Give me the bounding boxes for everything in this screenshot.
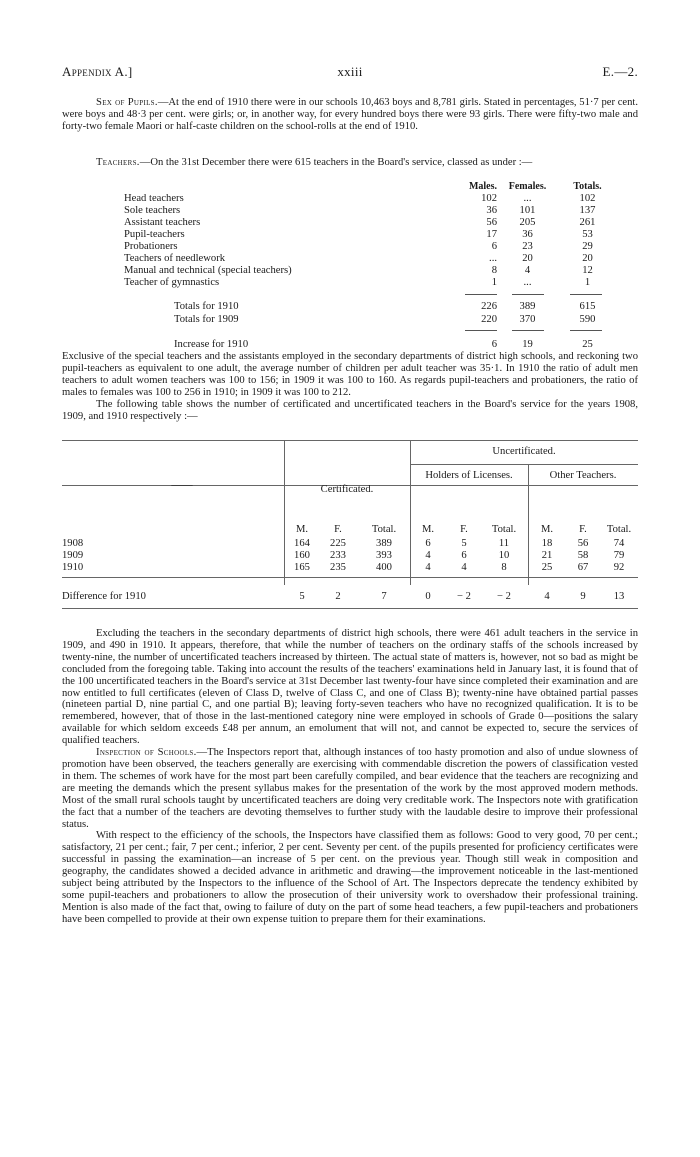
cell-females: 4 [524,265,531,276]
table-cell: 6 [461,550,467,561]
cell-females: 36 [522,229,533,240]
table-cell: 7 [381,591,387,602]
cell-totals: 53 [582,229,593,240]
sex-of-pupils-heading: Sex of Pupils. [96,97,158,108]
cell-males: 1 [491,277,497,288]
cell-totals: 20 [582,253,593,264]
certificated-heading: Certificated. [320,484,374,495]
stub-dash: —— [171,480,193,491]
col-head: F. [460,524,468,535]
table-cell: − 2 [457,591,471,602]
row-label: Pupil-teachers [124,229,185,240]
table-cell: 0 [425,591,431,602]
cell-males: 220 [481,314,497,325]
table-cell: 79 [613,550,625,561]
col-head: M. [295,524,309,535]
table-cell: − 2 [497,591,511,602]
table-row [62,538,638,550]
inspection-heading: Inspection of Schools. [96,747,197,759]
col-head: F. [334,524,342,535]
cell-males: ... [489,253,497,264]
holders-heading: Holders of Licenses. [425,470,513,481]
cell-males: 36 [486,205,497,216]
cell-males: 17 [486,229,497,240]
row-label: Totals for 1910 [174,301,239,312]
table-row [62,550,638,562]
efficiency-paragraph: With respect to the efficiency of the schools, the Inspectors have classified them as follows: Good to very good, 70 per cent.; satisfactory, 21 per cent.; fair, 7 per cent.; inferior, 2 per cent. Seventy per cent. of the pupils presented for proficiency certificates were successful in passing the examination—an increase of 5 per cent. on the previous year. Though still weak in composition and geography, the candidates showed a decided advance in arithmetic and drawing—the improvement noticeable in the last-mentioned subject being attributed by the Inspectors to the influence of the School of Art. The Inspectors deprecate the tendency exhibited by some pupil-teachers and probationers to allow the prosecution of their university work to overshadow their professional training. Mention is also made of the fact that, owing to failure of duty on the part of some head teachers, a few pupil-teachers and probationers have been compelled to provide at their own expense tuition to prepare them for their examinations. [62,830,638,925]
table-cell: 233 [330,550,346,561]
table-cell: 400 [376,562,392,573]
table-cell: 165 [294,562,310,573]
table-cell: 393 [376,550,392,561]
cell-totals: 137 [579,205,596,216]
col-head: F. [579,524,587,535]
uncert-rule [410,464,638,465]
table-top-rule [62,440,638,441]
col-head: Total. [371,524,397,535]
table-cell: 160 [294,550,310,561]
cell-females: 205 [519,217,536,228]
cell-totals: 590 [579,314,596,325]
table-cell: 56 [577,538,589,549]
table-row [62,205,638,217]
table-cell: 235 [330,562,346,573]
table-cell: 4 [544,591,550,602]
row-label: Teachers of needlework [124,253,226,264]
row-label: Assistant teachers [124,217,201,228]
table-cell: 13 [613,591,625,602]
cell-females: 23 [522,241,533,252]
cell-totals: 12 [582,265,593,276]
inspection-text: —The Inspectors report that, although instances of too hasty promotion and also of undue slowness of promotion have been observed, the teachers generally are exercising with commendable discretion the powers of classification vested in them. The schemes of work have for the most part been carefully compiled, and bear evidence that the teachers are recognizing and are meeting the demands which the present syllabus makes for the presentation of the work by the most approved modern methods. Most of the small rural schools taught by uncertificated teachers are doing very creditable work. The Inspectors note with gratification the fact that a number of the teachers are devoting themselves to further study with the laudable desire to improve their professional status. [62,747,638,830]
cell-females: 370 [519,314,536,325]
col-head: M. [540,524,554,535]
table-cell: 10 [498,550,510,561]
row-label: Manual and technical (special teachers) [124,265,292,276]
table-row [62,229,638,241]
sum-rule [512,330,544,331]
excluding-paragraph: Excluding the teachers in the secondary departments of district high schools, there were 461 adult teachers in the service in 1909, and 490 in 1910. It appears, therefore, that while the number of teachers on the ordinary staffs of the schools increased by twenty-nine, the number of uncertificated teachers increased by thirteen. The actual state of matters is, however, not so bad as might be concluded from the foregoing table. Taking into account the results of the teachers' examinations held in January last, it is found that of the 100 uncertificated teachers in the Board's service at 31st December last twenty-four have since completed their examination and are now entitled to full certificates (eleven of Class D, twelve of Class C, and one of Class B); twenty-nine have obtained partial passes (nineteen partial D, nine partial C, and one partial B); leaving forty-seven teachers who have no recognized qualification. It is to be remembered, however, that of those in the last-mentioned category nine were employed in schools of Grade 0—positions the salary available for which seldom exceeds £48 per annum, an emolument that will not, and cannot be expected to, secure the services of qualified teachers. [62,628,638,747]
table-bottom-rule [62,608,638,609]
table-cell: 4 [461,562,467,573]
totals-row-1909 [62,314,638,326]
sex-of-pupils-text: —At the end of 1910 there were in our schools 10,463 boys and 8,781 girls. Stated in percentages, 51·7 per cent. were boys and 48·3 per cent. were girls; or, in another way, for every hundred boys there were 93 girls. There were fifty-two male and forty-two female Maori or half-caste children on the school-rolls at the end of 1910. [62,97,638,132]
sum-rule [570,294,602,295]
table-cell: 4 [425,562,431,573]
table-cell: 74 [613,538,625,549]
sum-rule [512,294,544,295]
table-cell: 2 [335,591,341,602]
sex-of-pupils-paragraph [62,97,638,133]
col-head: M. [421,524,435,535]
row-label: Difference for 1910 [62,591,146,602]
table-cell: 225 [330,538,346,549]
cell-males: 102 [481,193,497,204]
teachers-table-header [62,181,638,193]
row-label: 1909 [62,550,84,561]
row-label: Head teachers [124,193,184,204]
table-cell: 5 [299,591,305,602]
sum-rule [465,294,497,295]
table-cell: 18 [541,538,553,549]
other-teachers-heading: Other Teachers. [549,470,617,481]
cell-males: 226 [481,301,497,312]
table-row [62,253,638,265]
row-label: Teacher of gymnastics [124,277,220,288]
table-row [62,562,638,574]
teachers-text: —On the 31st December there were 615 teachers in the Board's service, classed as under :— [139,157,533,168]
sum-rule [570,330,602,331]
cell-females: ... [523,193,532,204]
paper-code: E.—2. [602,64,638,79]
col-males: Males. [468,181,497,192]
cell-totals: 615 [579,301,596,312]
table-cell: 5 [461,538,467,549]
table-cell: 92 [613,562,625,573]
col-females: Females. [508,181,547,192]
table-row [62,193,638,205]
table-cell: 11 [498,538,510,549]
row-label: Totals for 1909 [174,314,239,325]
table-cell: 8 [501,562,507,573]
page-number: xxiii [337,64,363,79]
table-row [62,277,638,289]
cell-females: ... [523,277,532,288]
page-header [62,64,638,82]
teachers-paragraph [62,157,638,169]
cell-males: 6 [491,241,497,252]
table-intro-paragraph: The following table shows the number of certificated and uncertificated teachers in the Board's service for the years 1908, 1909, and 1910 respectively :— [62,398,638,422]
col-heads-row [62,524,638,536]
table-cell: 389 [376,538,392,549]
table-cell: 6 [425,538,431,549]
cell-males: 56 [486,217,497,228]
rows-bottom-rule [62,577,638,578]
table-row [62,265,638,277]
totals-row-1910 [62,301,638,313]
table-cell: 58 [577,550,589,561]
cell-totals: 261 [579,217,596,228]
increase-row [62,339,638,351]
cell-males: 8 [491,265,497,276]
table-cell: 67 [577,562,589,573]
table-cell: 21 [541,550,553,561]
cell-females: 20 [522,253,533,264]
row-label: Increase for 1910 [174,339,249,350]
cell-totals: 29 [582,241,593,252]
row-label: Probationers [124,241,178,252]
table-row [62,217,638,229]
row-label: Sole teachers [124,205,181,216]
col-head: Total. [491,524,517,535]
table-cell: 164 [294,538,310,549]
table-row [62,241,638,253]
teachers-heading: Teachers. [96,157,140,168]
cell-females: 19 [522,339,533,350]
main-text [62,628,638,926]
inspection-paragraph [62,747,638,830]
appendix-label: Appendix A.] [62,64,133,79]
table-cell: 4 [425,550,431,561]
uncertificated-heading: Uncertificated. [492,446,556,457]
cell-totals: 25 [582,339,593,350]
cell-females: 389 [519,301,536,312]
cell-females: 101 [519,205,536,216]
table-cell: 25 [541,562,553,573]
difference-row [62,591,638,603]
exclusive-section [62,351,638,422]
cell-totals: 1 [584,277,591,288]
sum-rule [465,330,497,331]
row-label: 1908 [62,538,84,549]
row-label: 1910 [62,562,84,573]
cell-males: 6 [491,339,497,350]
col-head: Total. [606,524,632,535]
table-cell: 9 [580,591,586,602]
cell-totals: 102 [579,193,596,204]
col-totals: Totals. [573,181,602,192]
exclusive-paragraph: Exclusive of the special teachers and the assistants employed in the secondary departments of district high schools, and reckoning two pupil-teachers as equivalent to one adult, the average number of children per adult teacher was 35·1. In 1910 the ratio of adult men teachers to adult women teachers was 100 to 156; in 1909 it was 100 to 160. As regards pupil-teachers and probationers, the ratio of males to females was 100 to 256 in 1910; in 1909 it was 100 to 212. [62,351,638,398]
